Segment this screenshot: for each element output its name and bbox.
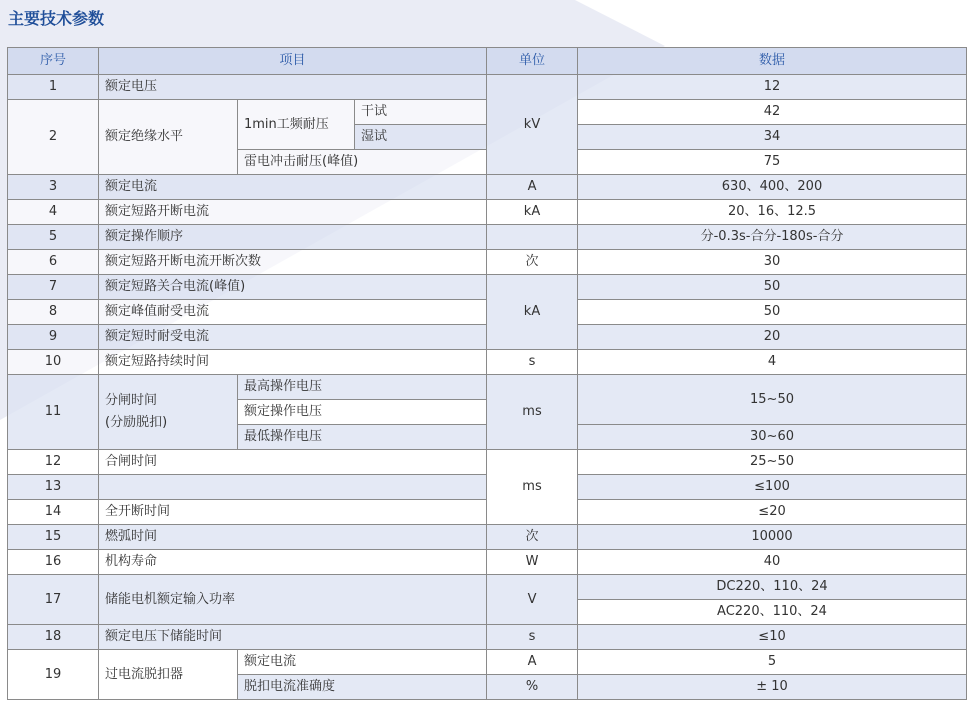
item-cell: 机构寿命 — [99, 550, 487, 575]
unit-cell: ms — [487, 375, 578, 450]
unit-cell: 次 — [487, 525, 578, 550]
value-cell: 4 — [578, 350, 967, 375]
sub-item-cell: 脱扣电流准确度 — [238, 675, 487, 700]
table-row — [8, 550, 967, 575]
seq-cell: 2 — [8, 100, 99, 175]
value-cell: 42 — [578, 100, 967, 125]
table-row — [8, 575, 967, 600]
header-item: 项目 — [99, 48, 487, 75]
technical-parameters-table — [7, 47, 967, 700]
table-row — [8, 450, 967, 475]
table-row — [8, 525, 967, 550]
header-data: 数据 — [578, 48, 967, 75]
seq-cell: 19 — [8, 650, 99, 700]
item-cell: 额定短时耐受电流 — [99, 325, 487, 350]
table-row — [8, 650, 967, 675]
table-row — [8, 250, 967, 275]
sub-item-cell: 最低操作电压 — [238, 425, 487, 450]
seq-cell: 10 — [8, 350, 99, 375]
table-row — [8, 200, 967, 225]
value-cell: 12 — [578, 75, 967, 100]
seq-cell: 13 — [8, 475, 99, 500]
table-row — [8, 275, 967, 300]
item-cell: 额定峰值耐受电流 — [99, 300, 487, 325]
seq-cell: 5 — [8, 225, 99, 250]
item-cell: 过电流脱扣器 — [99, 650, 238, 700]
item-cell: 储能电机额定输入功率 — [99, 575, 487, 625]
item-cell: 额定短路开断电流开断次数 — [99, 250, 487, 275]
item-cell: 额定电压 — [99, 75, 487, 100]
table-row — [8, 625, 967, 650]
value-cell: 分-0.3s-合分-180s-合分 — [578, 225, 967, 250]
sub-item-cell: 额定电流 — [238, 650, 487, 675]
sub-item-cell: 湿试 — [355, 125, 487, 150]
value-cell: AC220、110、24 — [578, 600, 967, 625]
value-cell: 40 — [578, 550, 967, 575]
sub-item-cell: 1min工频耐压 — [238, 100, 355, 150]
unit-cell: V — [487, 575, 578, 625]
item-cell: 额定操作顺序 — [99, 225, 487, 250]
value-cell: 20 — [578, 325, 967, 350]
header-seq: 序号 — [8, 48, 99, 75]
item-cell: 额定短路开断电流 — [99, 200, 487, 225]
value-cell: DC220、110、24 — [578, 575, 967, 600]
seq-cell: 12 — [8, 450, 99, 475]
unit-cell: ms — [487, 450, 578, 525]
value-cell: 75 — [578, 150, 967, 175]
unit-cell: % — [487, 675, 578, 700]
seq-cell: 3 — [8, 175, 99, 200]
value-cell: ≤100 — [578, 475, 967, 500]
seq-cell: 8 — [8, 300, 99, 325]
header-unit: 单位 — [487, 48, 578, 75]
seq-cell: 16 — [8, 550, 99, 575]
value-cell: 50 — [578, 300, 967, 325]
seq-cell: 6 — [8, 250, 99, 275]
seq-cell: 1 — [8, 75, 99, 100]
page-title: 主要技术参数 — [8, 9, 105, 28]
value-cell: ≤20 — [578, 500, 967, 525]
seq-cell: 14 — [8, 500, 99, 525]
unit-cell: kA — [487, 200, 578, 225]
item-line: (分励脱扣) — [105, 415, 168, 430]
sub-item-cell: 额定操作电压 — [238, 400, 487, 425]
item-cell — [99, 475, 487, 500]
seq-cell: 7 — [8, 275, 99, 300]
sub-item-cell: 雷电冲击耐压(峰值) — [238, 150, 487, 175]
item-cell: 额定短路关合电流(峰值) — [99, 275, 487, 300]
value-cell: 630、400、200 — [578, 175, 967, 200]
table-row — [8, 75, 967, 100]
value-cell: 15~50 — [578, 375, 967, 425]
value-cell: 5 — [578, 650, 967, 675]
table-header-row — [8, 48, 967, 75]
item-cell: 额定绝缘水平 — [99, 100, 238, 175]
table-row — [8, 225, 967, 250]
unit-cell — [487, 225, 578, 250]
table-row — [8, 375, 967, 400]
value-cell: 50 — [578, 275, 967, 300]
unit-cell: kA — [487, 275, 578, 350]
unit-cell: 次 — [487, 250, 578, 275]
table-row — [8, 175, 967, 200]
seq-cell: 9 — [8, 325, 99, 350]
item-cell: 额定短路持续时间 — [99, 350, 487, 375]
item-cell — [99, 375, 238, 450]
item-cell: 额定电流 — [99, 175, 487, 200]
value-cell: 20、16、12.5 — [578, 200, 967, 225]
value-cell: 25~50 — [578, 450, 967, 475]
value-cell: 30 — [578, 250, 967, 275]
item-line: 分闸时间 — [105, 393, 158, 408]
unit-cell: s — [487, 350, 578, 375]
seq-cell: 18 — [8, 625, 99, 650]
item-cell: 全开断时间 — [99, 500, 487, 525]
table-row — [8, 350, 967, 375]
sub-item-cell: 最高操作电压 — [238, 375, 487, 400]
seq-cell: 17 — [8, 575, 99, 625]
seq-cell: 4 — [8, 200, 99, 225]
item-cell: 合闸时间 — [99, 450, 487, 475]
seq-cell: 11 — [8, 375, 99, 450]
value-cell: ± 10 — [578, 675, 967, 700]
unit-cell: A — [487, 175, 578, 200]
value-cell: 10000 — [578, 525, 967, 550]
value-cell: 34 — [578, 125, 967, 150]
item-cell: 额定电压下储能时间 — [99, 625, 487, 650]
value-cell: ≤10 — [578, 625, 967, 650]
unit-cell: s — [487, 625, 578, 650]
unit-cell: W — [487, 550, 578, 575]
unit-cell: kV — [487, 75, 578, 175]
sub-item-cell: 干试 — [355, 100, 487, 125]
unit-cell: A — [487, 650, 578, 675]
item-cell: 燃弧时间 — [99, 525, 487, 550]
seq-cell: 15 — [8, 525, 99, 550]
value-cell: 30~60 — [578, 425, 967, 450]
